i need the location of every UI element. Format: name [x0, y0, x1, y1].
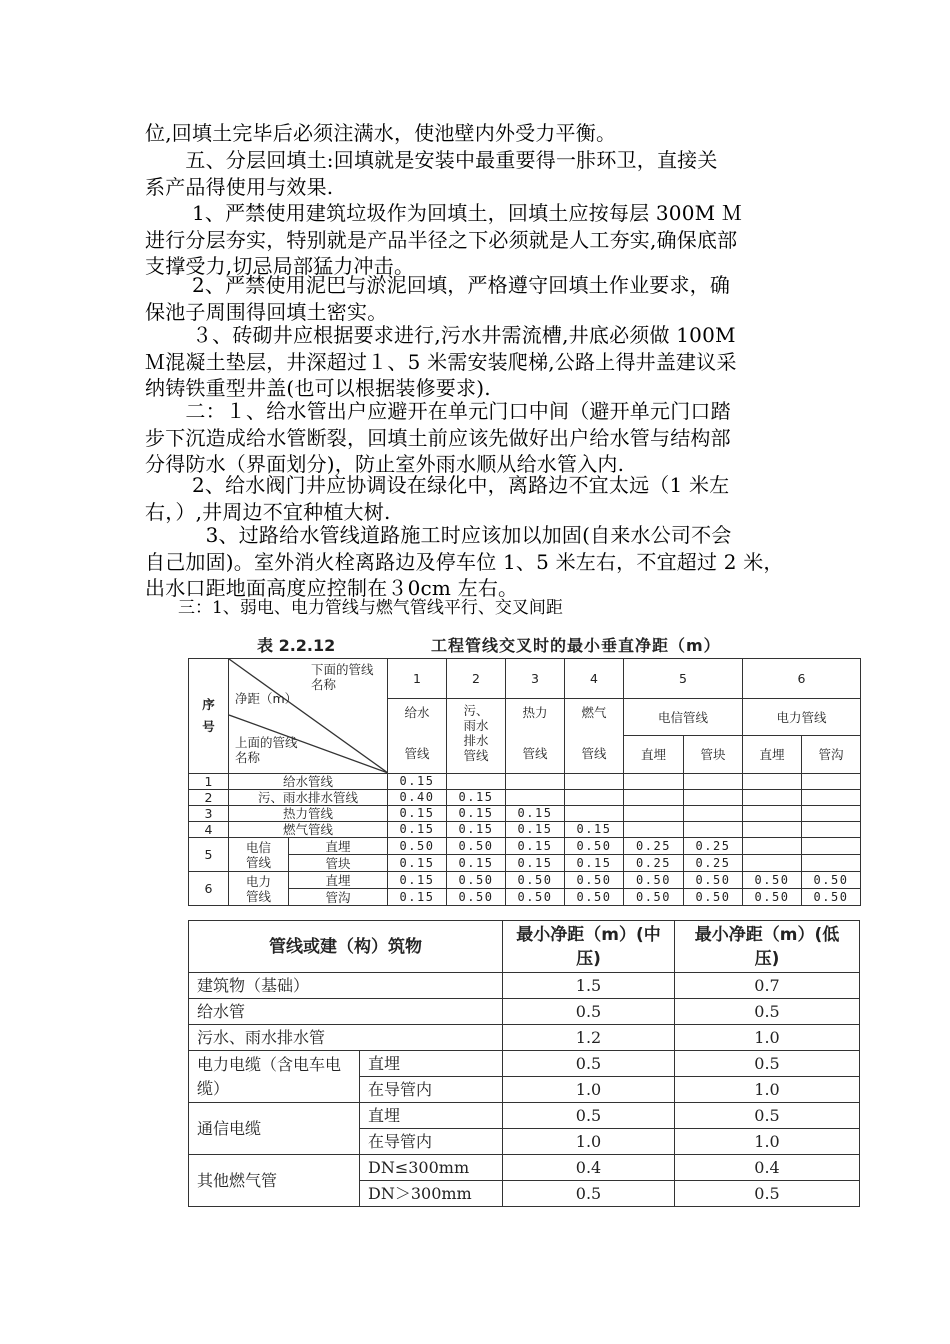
- cell: [565, 806, 624, 822]
- text-line: 2、给水阀门井应协调设在绿化中，离路边不宜太远（1 米左: [145, 473, 730, 497]
- cell: 0.5: [503, 1051, 675, 1077]
- cell: 0.15: [388, 855, 447, 872]
- group-name: 通信电缆: [189, 1103, 360, 1155]
- cell: [802, 822, 861, 838]
- cell: [565, 774, 624, 790]
- cell: 0.15: [565, 855, 624, 872]
- sub-name: 在导管内: [360, 1077, 503, 1103]
- corner-top-label: 下面的管线名称: [311, 662, 374, 692]
- sub-name: 直埋: [360, 1103, 503, 1129]
- cell: [743, 790, 802, 806]
- col-suffix: 管线: [463, 748, 489, 763]
- col-drainage: [447, 699, 506, 774]
- cell: 0.5: [503, 1181, 675, 1207]
- cell: [743, 822, 802, 838]
- row-name: 燃气管线: [229, 822, 388, 838]
- cell: 0.50: [565, 838, 624, 855]
- cell: 1.0: [503, 1077, 675, 1103]
- cell: 0.25: [624, 838, 684, 855]
- section-caption: 三：1、弱电、电力管线与燃气管线平行、交叉间距: [178, 598, 563, 618]
- cell: 0.15: [506, 806, 565, 822]
- cell: 0.7: [675, 973, 860, 999]
- cell: 0.15: [447, 822, 506, 838]
- cell: [802, 806, 861, 822]
- cell: 0.50: [743, 889, 802, 906]
- table-row: [189, 774, 861, 790]
- cell: 0.40: [388, 790, 447, 806]
- col-name: 热力: [522, 705, 548, 720]
- row-sub-name: 直埋: [289, 872, 388, 889]
- table-row: [189, 838, 861, 855]
- sub-col: 直埋: [743, 736, 802, 774]
- row-seq: 5: [189, 838, 229, 872]
- paragraph-section-2: [145, 398, 820, 478]
- cell: 0.4: [675, 1155, 860, 1181]
- cell: [624, 806, 684, 822]
- row-name: 给水管: [189, 999, 503, 1025]
- cell: [624, 790, 684, 806]
- table-row: [189, 1103, 860, 1129]
- row-name: 污水、雨水排水管: [189, 1025, 503, 1051]
- col-suffix: 管线: [522, 746, 548, 761]
- cell: [447, 774, 506, 790]
- cell: 0.50: [447, 838, 506, 855]
- corner-bottom-label: 上面的管线名称: [235, 735, 298, 765]
- cell: 0.50: [684, 872, 743, 889]
- cell: 0.5: [675, 1103, 860, 1129]
- col-num: 4: [565, 659, 624, 699]
- cell: [802, 774, 861, 790]
- paragraph-valve-well: [145, 472, 820, 525]
- cell: 0.50: [565, 872, 624, 889]
- cell: [684, 822, 743, 838]
- table-row: [189, 855, 861, 872]
- paragraph-item-1: [145, 200, 820, 280]
- text-line: 3、过路给水管线道路施工时应该加以加固(自来水公司不会: [145, 523, 732, 547]
- col-heat: [506, 699, 565, 774]
- text-line: 系产品得使用与效果.: [145, 174, 334, 199]
- cell: [743, 774, 802, 790]
- group-label: 电力电缆（含电车电缆）: [197, 1054, 342, 1098]
- sub-name: DN≤300mm: [360, 1155, 503, 1181]
- cell: [802, 855, 861, 872]
- row-group-name: [229, 872, 289, 906]
- paragraph-1: [145, 120, 820, 147]
- header-structure: 管线或建（构）筑物: [189, 921, 503, 973]
- cell: 1.2: [503, 1025, 675, 1051]
- row-sub-name: 直埋: [289, 838, 388, 855]
- group-name: [189, 1051, 360, 1103]
- col-num: 1: [388, 659, 447, 699]
- table-row: [189, 1025, 860, 1051]
- row-seq: 3: [189, 806, 229, 822]
- col-water: [388, 699, 447, 774]
- cell: 0.4: [503, 1155, 675, 1181]
- row-group-label: 电力管线: [245, 873, 271, 904]
- sub-col: 管块: [684, 736, 743, 774]
- row-seq: 1: [189, 774, 229, 790]
- cell: 0.15: [388, 806, 447, 822]
- table-gas-clearance: [188, 920, 860, 1207]
- col-num: 3: [506, 659, 565, 699]
- cell: 0.50: [447, 889, 506, 906]
- cell: 0.50: [624, 889, 684, 906]
- row-name: 污、雨水排水管线: [229, 790, 388, 806]
- col-suffix: 管线: [581, 746, 607, 761]
- cell: [802, 790, 861, 806]
- row-sub-name: 管沟: [289, 889, 388, 906]
- text-line: 保池子周围得回填土密实。: [145, 299, 388, 324]
- cell: 0.5: [675, 1181, 860, 1207]
- cell: 0.50: [802, 889, 861, 906]
- cell: 0.15: [447, 806, 506, 822]
- table-row: [189, 889, 861, 906]
- cell: 0.5: [503, 1103, 675, 1129]
- row-name: 建筑物（基础）: [189, 973, 503, 999]
- header-diagonal-cell: [229, 659, 388, 774]
- cell: 0.15: [565, 822, 624, 838]
- text-line: ３、砖砌井应根据要求进行,污水井需流槽,井底必须做 100M: [145, 323, 736, 347]
- text-line: 出水口距地面高度应控制在３0cm 左右。: [145, 576, 519, 600]
- cell: [624, 822, 684, 838]
- cell: 0.50: [802, 872, 861, 889]
- cell: 1.5: [503, 973, 675, 999]
- cell: 1.0: [675, 1077, 860, 1103]
- cell: 0.15: [388, 889, 447, 906]
- cell: 1.0: [675, 1129, 860, 1155]
- table-row: [189, 973, 860, 999]
- sub-name: DN＞300mm: [360, 1181, 503, 1207]
- cell: [802, 838, 861, 855]
- cell: 0.50: [743, 872, 802, 889]
- cell: 0.25: [684, 838, 743, 855]
- cell: 0.15: [506, 855, 565, 872]
- cell: 0.50: [447, 872, 506, 889]
- cell: 0.50: [624, 872, 684, 889]
- col-power: 电力管线: [743, 699, 861, 736]
- text-line: 右，）,井周边不宜种植大树.: [145, 499, 391, 524]
- table-row: [189, 822, 861, 838]
- corner-mid-label: 净距（m）: [235, 691, 298, 706]
- row-name: 给水管线: [229, 774, 388, 790]
- cell: 0.15: [447, 790, 506, 806]
- cell: 0.5: [675, 999, 860, 1025]
- sub-name: 在导管内: [360, 1129, 503, 1155]
- text-line: Ｍ混凝土垫层，井深超过１、5 米需安装爬梯,公路上得井盖建议采: [145, 349, 737, 374]
- row-group-label: 电信管线: [245, 839, 271, 870]
- col-num: 5: [624, 659, 743, 699]
- sub-col: 直埋: [624, 736, 684, 774]
- table-row: [189, 790, 861, 806]
- header-seq-label: 序号: [202, 697, 215, 734]
- text-line: 纳铸铁重型井盖(也可以根据装修要求).: [145, 376, 491, 400]
- text-line: 二：１、给水管出户应避开在单元门口中间（避开单元门口踏: [145, 399, 731, 423]
- cell: [684, 790, 743, 806]
- cell: [743, 838, 802, 855]
- cell: [743, 806, 802, 822]
- header-low-pressure: 最小净距（m）(低压): [675, 921, 860, 973]
- text-line: 分得防水（界面划分)，防止室外雨水顺从给水管入内.: [145, 452, 625, 476]
- table-row: [189, 872, 861, 889]
- header-mid-pressure: 最小净距（m）(中压): [503, 921, 675, 973]
- cell: 0.15: [388, 822, 447, 838]
- cell: 0.50: [506, 872, 565, 889]
- col-name: 燃气: [581, 705, 607, 720]
- text-line: 进行分层夯实，特别就是产品半径之下必须就是人工夯实,确保底部: [145, 227, 738, 252]
- cell: 1.0: [675, 1025, 860, 1051]
- cell: [684, 774, 743, 790]
- cell: [624, 774, 684, 790]
- paragraph-section-5: [145, 147, 820, 200]
- text-line: 支撑受力,切忌局部猛力冲击。: [145, 254, 415, 278]
- row-group-name: [229, 838, 289, 872]
- cell: [684, 806, 743, 822]
- cell: 0.15: [506, 838, 565, 855]
- cell: 0.25: [624, 855, 684, 872]
- table-row: [189, 999, 860, 1025]
- table-vertical-clearance: [188, 658, 861, 906]
- col-num: 2: [447, 659, 506, 699]
- cell: 0.25: [684, 855, 743, 872]
- cell: [506, 790, 565, 806]
- table1-title-bar: [253, 632, 863, 660]
- col-num: 6: [743, 659, 861, 699]
- sub-name: 直埋: [360, 1051, 503, 1077]
- paragraph-item-3: [145, 322, 820, 402]
- cell: [506, 774, 565, 790]
- row-sub-name: 管块: [289, 855, 388, 872]
- sub-col: 管沟: [802, 736, 861, 774]
- col-telecom: 电信管线: [624, 699, 743, 736]
- cell: 0.5: [503, 999, 675, 1025]
- table-row: [189, 806, 861, 822]
- text-line: 五、分层回填土:回填就是安装中最重要得一胩环卫，直接关: [145, 148, 718, 172]
- header-seq: [189, 659, 229, 774]
- row-name: 热力管线: [229, 806, 388, 822]
- table-row: [189, 1051, 860, 1077]
- table1-title: 工程管线交叉时的最小垂直净距（m）: [431, 636, 721, 655]
- col-name: 污、雨水排水: [463, 703, 489, 748]
- row-seq: 6: [189, 872, 229, 906]
- table1-number: 表 2.2.12: [257, 636, 336, 655]
- text-line: 2、严禁使用泥巴与淤泥回填，严格遵守回填土作业要求，确: [145, 273, 731, 297]
- table-row: [189, 1155, 860, 1181]
- cell: 1.0: [503, 1129, 675, 1155]
- group-name: 其他燃气管: [189, 1155, 360, 1207]
- cell: 0.50: [565, 889, 624, 906]
- row-seq: 2: [189, 790, 229, 806]
- text-line: 位,回填土完毕后必须注满水，使池壁内外受力平衡。: [145, 121, 617, 145]
- cell: [743, 855, 802, 872]
- col-suffix: 管线: [404, 746, 430, 761]
- paragraph-item-2: [145, 272, 820, 325]
- text-line: 步下沉造成给水管断裂，回填土前应该先做好出户给水管与结构部: [145, 425, 731, 450]
- cell: 0.15: [506, 822, 565, 838]
- cell: 0.5: [675, 1051, 860, 1077]
- text-line: 1、严禁使用建筑垃圾作为回填土，回填土应按每层 300M Ｍ: [145, 201, 743, 225]
- text-line: 自己加固)。室外消火栓离路边及停车位 1、5 米左右，不宜超过 2 米，: [145, 549, 784, 574]
- cell: 0.15: [388, 872, 447, 889]
- cell: 0.15: [447, 855, 506, 872]
- cell: [565, 790, 624, 806]
- cell: 0.50: [506, 889, 565, 906]
- col-name: 给水: [404, 705, 430, 720]
- col-gas: [565, 699, 624, 774]
- paragraph-road-crossing: [145, 522, 820, 602]
- row-seq: 4: [189, 822, 229, 838]
- cell: 0.15: [388, 774, 447, 790]
- cell: 0.50: [388, 838, 447, 855]
- cell: 0.50: [684, 889, 743, 906]
